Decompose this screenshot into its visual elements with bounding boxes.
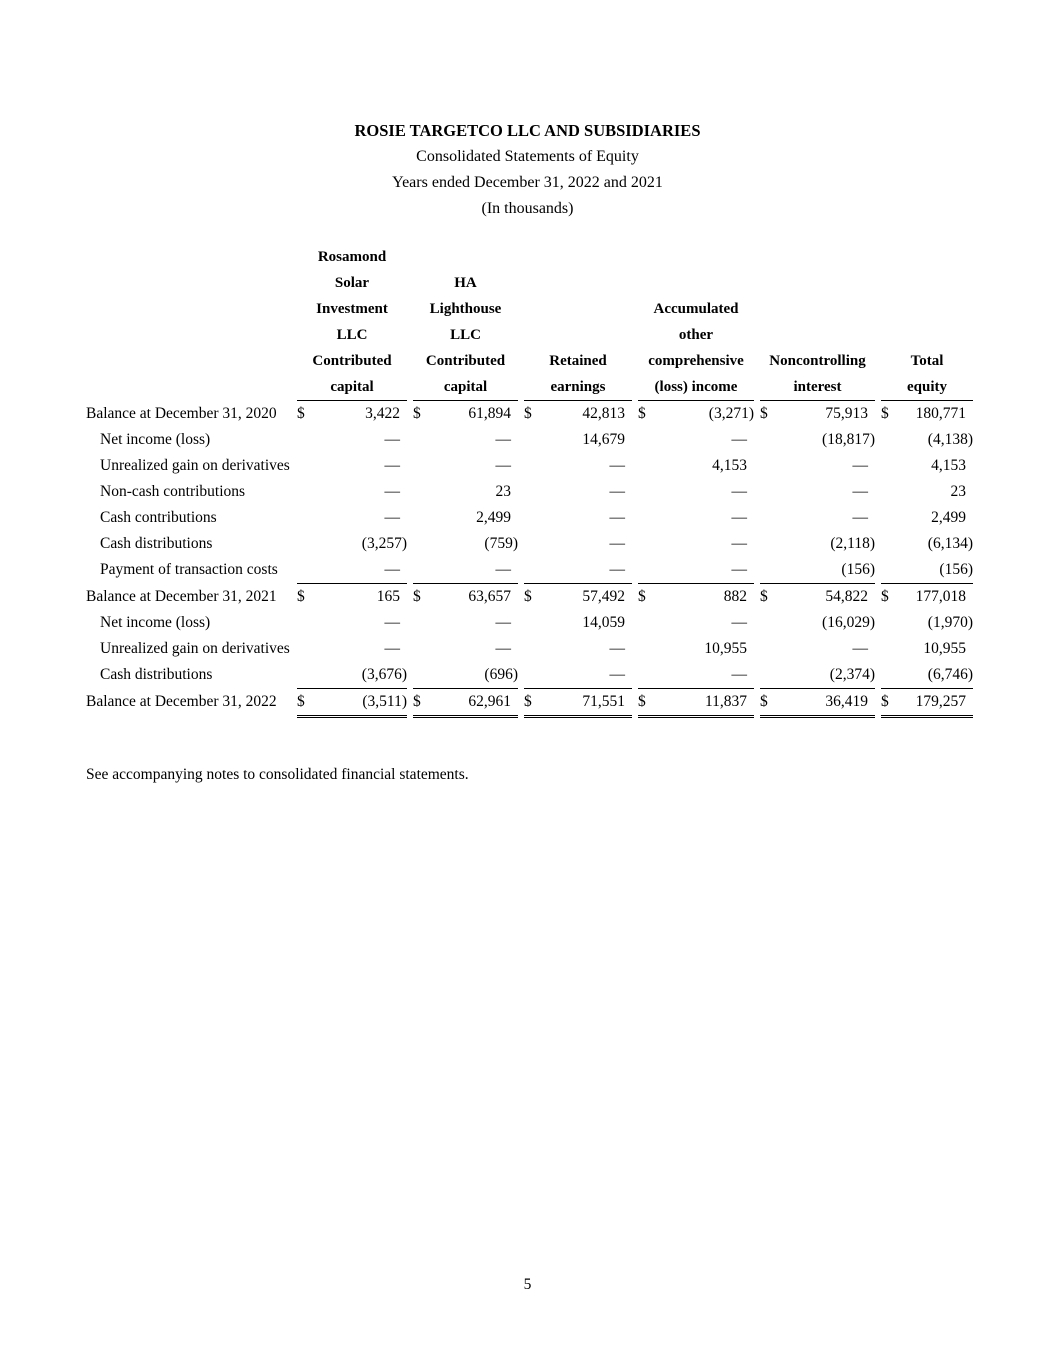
units-subtitle: (In thousands) bbox=[481, 200, 574, 217]
value: — bbox=[609, 561, 625, 578]
value: 179,257 bbox=[915, 693, 966, 710]
value-cell bbox=[413, 636, 518, 662]
column-header-line: HA bbox=[454, 275, 477, 291]
value-cell bbox=[297, 636, 407, 662]
activity-row bbox=[86, 505, 973, 531]
value: — bbox=[495, 457, 511, 474]
value-cell bbox=[413, 427, 518, 453]
dollar-sign: $ bbox=[881, 588, 889, 605]
column-header-line: Contributed bbox=[425, 353, 506, 369]
value-cell bbox=[638, 610, 754, 636]
value: 882 bbox=[723, 588, 747, 605]
column-header-line: equity bbox=[906, 379, 947, 395]
value-cell bbox=[760, 584, 875, 610]
value-cell bbox=[638, 662, 754, 689]
column-header-line: Accumulated bbox=[653, 301, 739, 317]
column-header-noncontrolling-interest bbox=[760, 244, 875, 401]
column-header-rosamond-solar-investment-llc-contributed-capital bbox=[297, 244, 407, 401]
value: 14,679 bbox=[582, 431, 625, 448]
activity-row bbox=[86, 453, 973, 479]
value-cell bbox=[638, 505, 754, 531]
value: 3,422 bbox=[365, 405, 400, 422]
value-cell bbox=[760, 636, 875, 662]
value: — bbox=[495, 431, 511, 448]
value-cell bbox=[524, 505, 632, 531]
value-cell bbox=[413, 662, 518, 689]
value: — bbox=[731, 431, 747, 448]
column-header-line: other bbox=[678, 327, 714, 343]
value: (16,029) bbox=[822, 614, 875, 631]
value-cell bbox=[881, 531, 973, 557]
value: 10,955 bbox=[704, 640, 747, 657]
dollar-sign: $ bbox=[760, 588, 768, 605]
dollar-sign: $ bbox=[524, 405, 532, 422]
value: — bbox=[495, 614, 511, 631]
value-cell bbox=[881, 636, 973, 662]
column-header-line: Total bbox=[910, 353, 944, 369]
value: 23 bbox=[495, 483, 511, 500]
value-cell bbox=[638, 531, 754, 557]
value-cell bbox=[413, 479, 518, 505]
value: (1,970) bbox=[927, 614, 973, 631]
value: 42,813 bbox=[582, 405, 625, 422]
value-cell bbox=[881, 610, 973, 636]
value: — bbox=[384, 561, 400, 578]
value: — bbox=[609, 457, 625, 474]
column-header-line: Rosamond bbox=[317, 249, 387, 265]
column-header-line: LLC bbox=[450, 327, 481, 343]
value-cell bbox=[297, 557, 407, 584]
row-label: Balance at December 31, 2020 bbox=[86, 405, 277, 422]
value: — bbox=[731, 666, 747, 683]
column-header-line: Retained bbox=[549, 353, 607, 369]
value: (6,746) bbox=[927, 666, 973, 683]
balance-row bbox=[86, 401, 973, 427]
value: 75,913 bbox=[825, 405, 868, 422]
activity-row bbox=[86, 557, 973, 584]
row-label: Balance at December 31, 2022 bbox=[86, 693, 277, 710]
value: 10,955 bbox=[923, 640, 966, 657]
value: (3,271) bbox=[708, 405, 754, 422]
value: 54,822 bbox=[825, 588, 868, 605]
value: (156) bbox=[841, 561, 875, 578]
value: (156) bbox=[939, 561, 973, 578]
value-cell bbox=[297, 584, 407, 610]
value: — bbox=[731, 483, 747, 500]
value: (4,138) bbox=[927, 431, 973, 448]
value: — bbox=[384, 431, 400, 448]
dollar-sign: $ bbox=[524, 588, 532, 605]
column-header-line: Contributed bbox=[312, 353, 392, 369]
dollar-sign: $ bbox=[297, 588, 305, 605]
row-label: Non-cash contributions bbox=[100, 483, 246, 500]
value: 71,551 bbox=[582, 693, 625, 710]
value-cell bbox=[638, 401, 754, 427]
dollar-sign: $ bbox=[638, 693, 646, 710]
dollar-sign: $ bbox=[413, 588, 421, 605]
column-header-accumulated-other-comprehensive-loss-income bbox=[638, 244, 754, 401]
column-header-line: capital bbox=[330, 379, 374, 395]
value: — bbox=[384, 483, 400, 500]
activity-row bbox=[86, 479, 973, 505]
value: — bbox=[384, 614, 400, 631]
value: — bbox=[384, 509, 400, 526]
dollar-sign: $ bbox=[413, 693, 421, 710]
value: — bbox=[495, 561, 511, 578]
value: 2,499 bbox=[931, 509, 966, 526]
value: — bbox=[731, 561, 747, 578]
value-cell bbox=[524, 453, 632, 479]
value: (3,511) bbox=[362, 693, 407, 710]
activity-row bbox=[86, 531, 973, 557]
value-cell bbox=[760, 531, 875, 557]
value-cell bbox=[413, 531, 518, 557]
column-header-ha-lighthouse-llc-contributed-capital bbox=[413, 244, 518, 401]
row-label: Cash distributions bbox=[100, 535, 213, 552]
value: (6,134) bbox=[927, 535, 973, 552]
value-cell bbox=[524, 610, 632, 636]
value: (3,257) bbox=[361, 535, 407, 552]
value: — bbox=[384, 457, 400, 474]
value-cell bbox=[881, 453, 973, 479]
value-cell bbox=[760, 662, 875, 689]
value-cell bbox=[413, 689, 518, 718]
document-header bbox=[0, 0, 1055, 222]
value-cell bbox=[760, 427, 875, 453]
value-cell bbox=[760, 610, 875, 636]
value: (696) bbox=[484, 666, 518, 683]
balance-row bbox=[86, 584, 973, 610]
value: — bbox=[384, 640, 400, 657]
value-cell bbox=[881, 427, 973, 453]
dollar-sign: $ bbox=[638, 588, 646, 605]
value: 57,492 bbox=[582, 588, 625, 605]
dollar-sign: $ bbox=[297, 693, 305, 710]
row-label: Payment of transaction costs bbox=[100, 561, 278, 578]
value: 36,419 bbox=[825, 693, 868, 710]
equity-statement-table bbox=[86, 244, 973, 718]
value-cell bbox=[413, 453, 518, 479]
value-cell bbox=[638, 584, 754, 610]
value-cell bbox=[297, 662, 407, 689]
row-label: Balance at December 31, 2021 bbox=[86, 588, 277, 605]
value-cell bbox=[638, 636, 754, 662]
value: 165 bbox=[376, 588, 400, 605]
value-cell bbox=[413, 584, 518, 610]
value: (2,118) bbox=[830, 535, 875, 552]
table-header-spacer bbox=[86, 244, 291, 401]
value-cell bbox=[881, 479, 973, 505]
value-cell bbox=[413, 610, 518, 636]
dollar-sign: $ bbox=[638, 405, 646, 422]
value: — bbox=[495, 640, 511, 657]
value-cell bbox=[760, 479, 875, 505]
value-cell bbox=[297, 479, 407, 505]
value-cell bbox=[760, 505, 875, 531]
row-label: Net income (loss) bbox=[100, 431, 211, 448]
column-header-line: earnings bbox=[550, 379, 606, 395]
value-cell bbox=[297, 689, 407, 718]
table-header-row bbox=[86, 244, 973, 401]
page-number: 5 bbox=[523, 1276, 532, 1293]
value-cell bbox=[297, 453, 407, 479]
value: — bbox=[852, 509, 868, 526]
value: 23 bbox=[950, 483, 966, 500]
value: — bbox=[852, 457, 868, 474]
period-subtitle: Years ended December 31, 2022 and 2021 bbox=[392, 174, 663, 191]
value-cell bbox=[760, 689, 875, 718]
value-cell bbox=[297, 531, 407, 557]
statement-subtitle: Consolidated Statements of Equity bbox=[416, 148, 639, 165]
value: — bbox=[731, 535, 747, 552]
value: (2,374) bbox=[829, 666, 875, 683]
value-cell bbox=[297, 610, 407, 636]
column-header-line: capital bbox=[443, 379, 488, 395]
column-header-line: interest bbox=[793, 379, 842, 395]
value-cell bbox=[760, 557, 875, 584]
dollar-sign: $ bbox=[297, 405, 305, 422]
value: 62,961 bbox=[468, 693, 511, 710]
value: — bbox=[609, 483, 625, 500]
value-cell bbox=[297, 401, 407, 427]
value: (3,676) bbox=[361, 666, 407, 683]
balance-row bbox=[86, 689, 973, 718]
column-header-line: LLC bbox=[336, 327, 368, 343]
value-cell bbox=[524, 401, 632, 427]
value-cell bbox=[297, 505, 407, 531]
value: — bbox=[609, 509, 625, 526]
dollar-sign: $ bbox=[524, 693, 532, 710]
column-header-total-equity bbox=[881, 244, 973, 401]
value-cell bbox=[413, 557, 518, 584]
value-cell bbox=[881, 505, 973, 531]
row-label: Cash distributions bbox=[100, 666, 213, 683]
footnote: See accompanying notes to consolidated financial statements. bbox=[86, 766, 469, 783]
value-cell bbox=[638, 689, 754, 718]
value: — bbox=[609, 640, 625, 657]
value-cell bbox=[638, 479, 754, 505]
value-cell bbox=[413, 401, 518, 427]
column-header-line: Lighthouse bbox=[429, 301, 502, 317]
dollar-sign: $ bbox=[413, 405, 421, 422]
value-cell bbox=[524, 531, 632, 557]
value-cell bbox=[413, 505, 518, 531]
value-cell bbox=[881, 584, 973, 610]
value-cell bbox=[881, 557, 973, 584]
value: — bbox=[852, 483, 868, 500]
column-header-retained-earnings bbox=[524, 244, 632, 401]
value-cell bbox=[524, 427, 632, 453]
value: 63,657 bbox=[468, 588, 511, 605]
value-cell bbox=[881, 689, 973, 718]
activity-row bbox=[86, 610, 973, 636]
dollar-sign: $ bbox=[760, 405, 768, 422]
value-cell bbox=[524, 584, 632, 610]
value: — bbox=[609, 666, 625, 683]
value: 180,771 bbox=[915, 405, 966, 422]
value: — bbox=[731, 614, 747, 631]
value-cell bbox=[881, 662, 973, 689]
value: — bbox=[852, 640, 868, 657]
value: 14,059 bbox=[582, 614, 625, 631]
activity-row bbox=[86, 636, 973, 662]
column-header-line: comprehensive bbox=[648, 353, 744, 369]
value-cell bbox=[760, 453, 875, 479]
row-label: Cash contributions bbox=[100, 509, 217, 526]
value-cell bbox=[638, 557, 754, 584]
value-cell bbox=[760, 401, 875, 427]
value-cell bbox=[297, 427, 407, 453]
value-cell bbox=[524, 636, 632, 662]
dollar-sign: $ bbox=[881, 693, 889, 710]
row-label: Unrealized gain on derivatives bbox=[100, 640, 290, 657]
column-header-line: Investment bbox=[316, 301, 388, 317]
value: (759) bbox=[484, 535, 518, 552]
value: 61,894 bbox=[468, 405, 511, 422]
value: 2,499 bbox=[476, 509, 511, 526]
value: (18,817) bbox=[822, 431, 875, 448]
row-label: Unrealized gain on derivatives bbox=[100, 457, 290, 474]
value-cell bbox=[638, 453, 754, 479]
value-cell bbox=[881, 401, 973, 427]
value: — bbox=[731, 509, 747, 526]
value: — bbox=[609, 535, 625, 552]
dollar-sign: $ bbox=[760, 693, 768, 710]
value-cell bbox=[638, 427, 754, 453]
value: 11,837 bbox=[704, 693, 747, 710]
value: 4,153 bbox=[712, 457, 747, 474]
value: 177,018 bbox=[915, 588, 966, 605]
column-header-line: Solar bbox=[334, 275, 370, 291]
value-cell bbox=[524, 557, 632, 584]
page-title: ROSIE TARGETCO LLC AND SUBSIDIARIES bbox=[354, 121, 701, 140]
value-cell bbox=[524, 689, 632, 718]
column-header-line: (loss) income bbox=[654, 379, 738, 395]
value: 4,153 bbox=[931, 457, 966, 474]
dollar-sign: $ bbox=[881, 405, 889, 422]
column-header-line: Noncontrolling bbox=[769, 353, 866, 369]
activity-row bbox=[86, 427, 973, 453]
activity-row bbox=[86, 662, 973, 689]
row-label: Net income (loss) bbox=[100, 614, 211, 631]
value-cell bbox=[524, 662, 632, 689]
value-cell bbox=[524, 479, 632, 505]
